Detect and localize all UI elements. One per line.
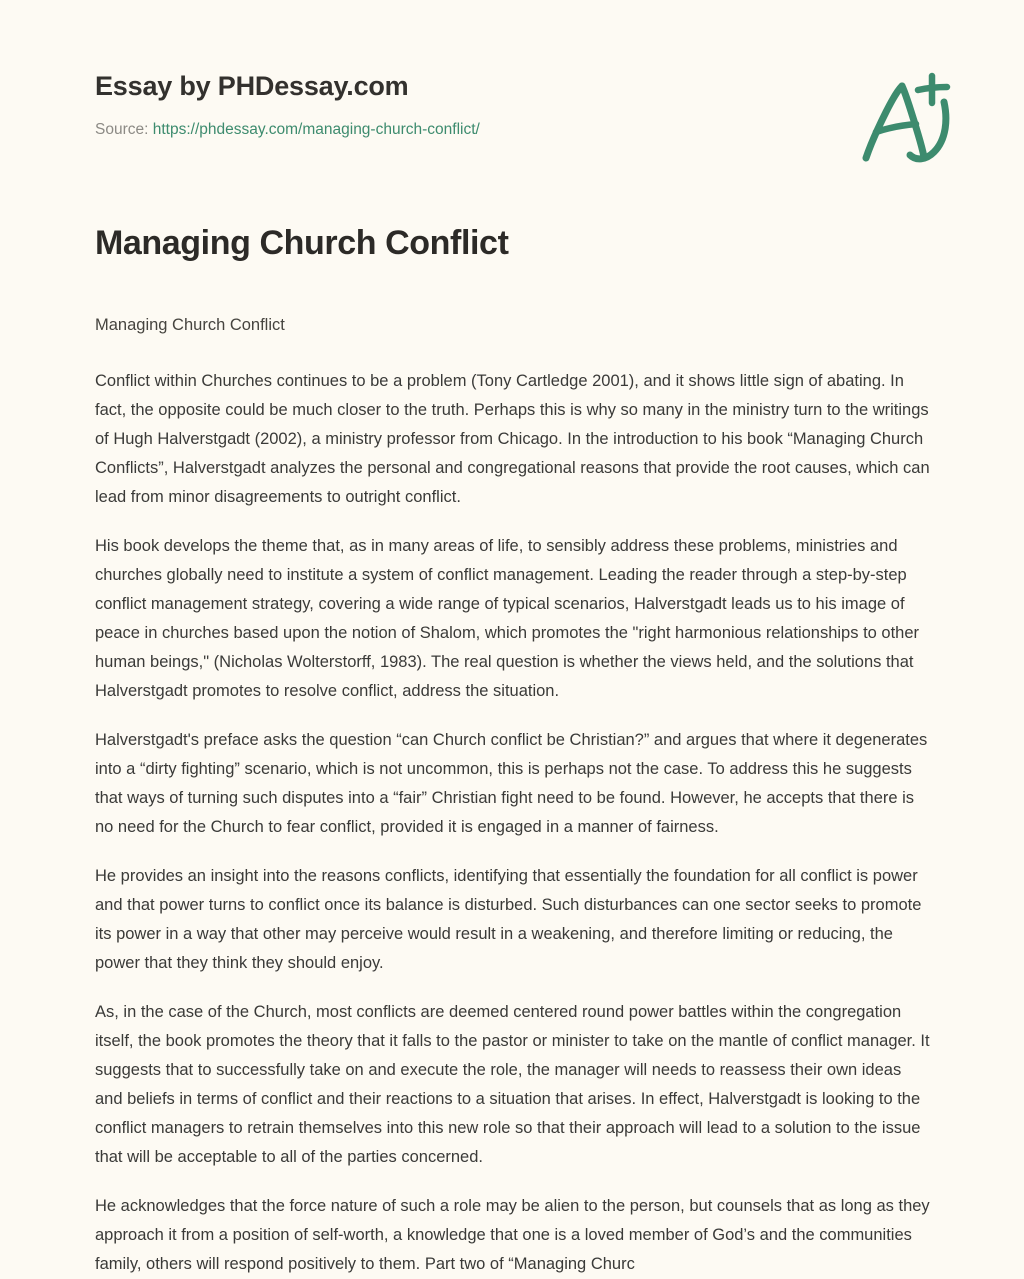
source-url-link[interactable]: https://phdessay.com/managing-church-conflict/ (152, 121, 480, 139)
essay-paragraph: As, in the case of the Church, most conflicts are deemed centered round power battles within the congregation itself, the book promotes the theory that it falls to the pastor or minister to take on the mantle of conflict manager. It suggests that to successfully take on and execute the role, the manager will needs to reassess their own ideas and beliefs in terms of conflict and their reactions to a situation that arises. In effect, Halverstgadt is looking to the conflict managers to retrain themselves into this new role so that their approach will lead to a solution to the issue that will be acceptable to all of the parties concerned. (95, 1003, 930, 1167)
essay-subtitle: Managing Church Conflict (95, 315, 285, 334)
essay-paragraph: He provides an insight into the reasons conflicts, identifying that essentially the foundation for all conflict is power and that power turns to conflict once its balance is disturbed. Such disturbances can one sector seeks to promote its power in a way that other may perceive would result in a weakening, and therefore limiting or reducing, the power that they think they should enjoy. (95, 867, 922, 973)
essay-paragraph: Conflict within Churches continues to be a problem (Tony Cartledge 2001), and it shows little sign of abating. In fact, the opposite could be much closer to the truth. Perhaps this is why so many in the ministry turn to the writings of Hugh Halverstgadt (2002), a ministry professor from Chicago. In the introduction to his book “Managing Church Conflicts”, Halverstgadt analyzes the personal and congregational reasons that provide the root causes, which can lead from minor disagreements to outright conflict. (95, 372, 930, 507)
essay-paragraph: Halverstgadt's preface asks the question “can Church conflict be Christian?” and argues that where it degenerates into a “dirty fighting” scenario, which is not uncommon, this is perhaps not the case. To address this he suggests that ways of turning such disputes into a “fair” Christian fight need to be found. However, he accepts that there is no need for the Church to fear conflict, provided it is engaged in a manner of fairness. (95, 731, 928, 837)
source-label: Source: (95, 121, 149, 139)
essay-paragraph: His book develops the theme that, as in many areas of life, to sensibly address these problems, ministries and churches globally need to institute a system of conflict management. Leading the reader through a step-by-step conflict management strategy, covering a wide range of typical scenarios, Halverstgadt leads us to his image of peace in churches based upon the notion of Shalom, which promotes the "right harmonious relationships to other human beings," (Nicholas Wolterstorff, 1983). The real question is whether the views held, and the solutions that Halverstgadt promotes to resolve conflict, address the situation. (95, 537, 920, 701)
page-title: Managing Church Conflict (95, 224, 509, 262)
a-plus-logo-icon (850, 62, 960, 172)
page-header (0, 0, 1024, 150)
source-line (95, 119, 930, 141)
essay-paragraph: He acknowledges that the force nature of such a role may be alien to the person, but counsels that as long as they approach it from a position of self-worth, a knowledge that one is a loved member of God’s and the communities family, others will respond positively to them. Part two of “Managing Churc (95, 1197, 930, 1274)
brand-title: Essay by PHDessay.com (95, 71, 409, 101)
essay-paragraphs (95, 338, 930, 1279)
article-body (0, 150, 1024, 1279)
